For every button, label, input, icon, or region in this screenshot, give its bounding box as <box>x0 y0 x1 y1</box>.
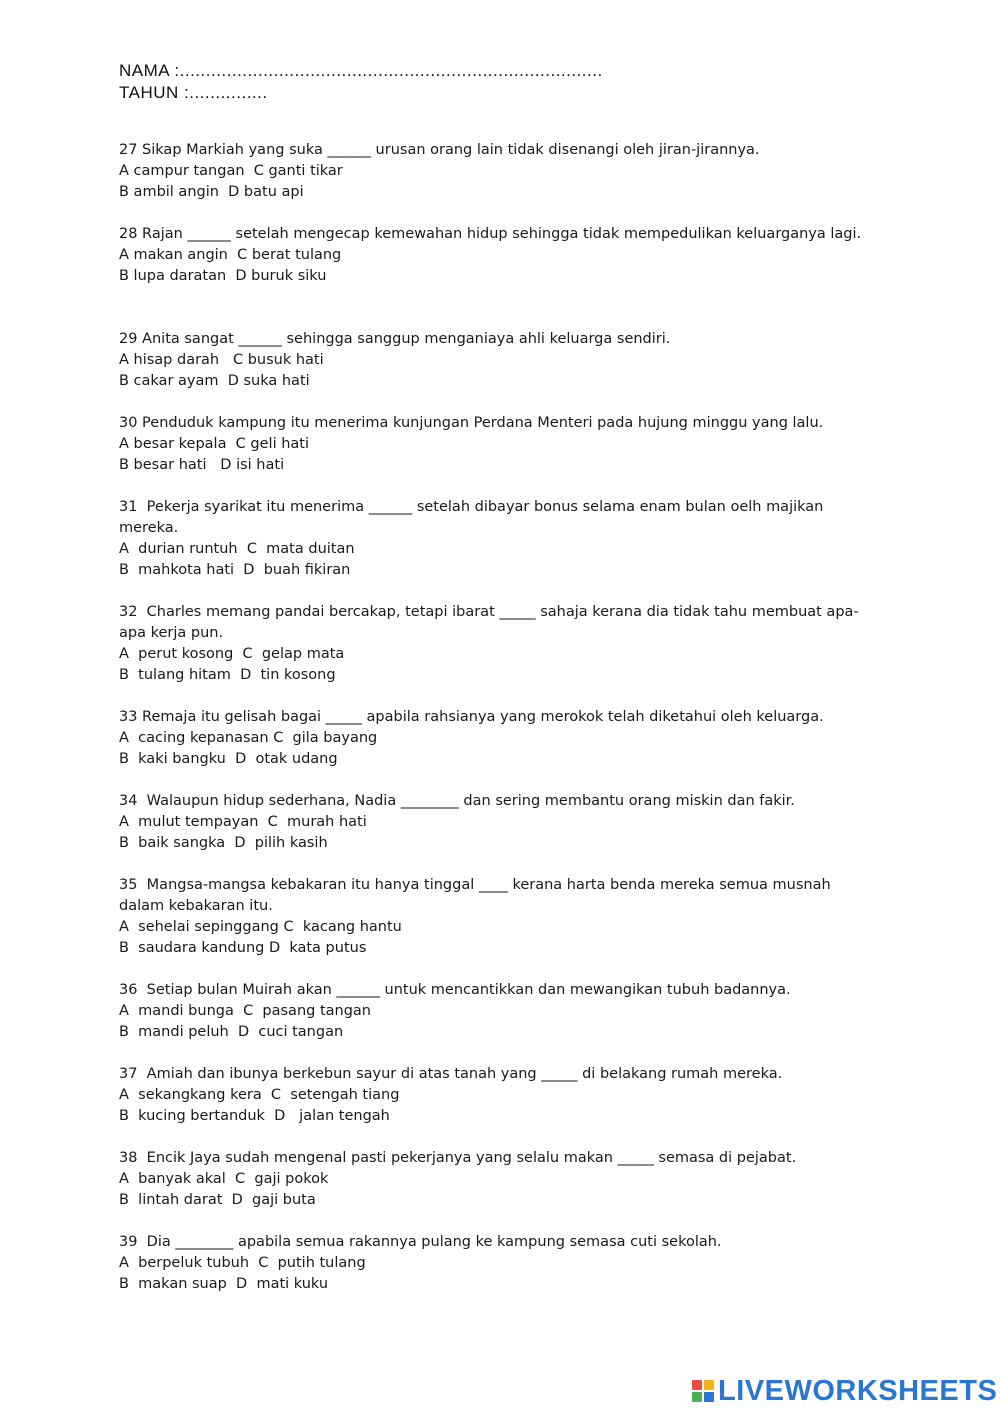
question-36 <box>119 980 879 1064</box>
question-33 <box>119 707 879 791</box>
question-29 <box>119 329 879 413</box>
question-28 <box>119 224 879 329</box>
logo-square-icon <box>704 1392 714 1402</box>
question-text: 28 Rajan ______ setelah mengecap kemewahan hidup sehingga tidak mempedulikan keluarganya lagi. <box>119 226 862 242</box>
options-line-ac: A campur tangan C ganti tikar <box>119 163 343 179</box>
year-field-label: TAHUN :............... <box>119 83 268 102</box>
options-line-bd: B lintah darat D gaji buta <box>119 1192 316 1208</box>
options-line-ac: A sehelai sepinggang C kacang hantu <box>119 919 402 935</box>
options-line-bd: B besar hati D isi hati <box>119 457 285 473</box>
question-text: 29 Anita sangat ______ sehingga sanggup menganiaya ahli keluarga sendiri. <box>119 331 671 347</box>
question-text: 27 Sikap Markiah yang suka ______ urusan orang lain tidak disenangi oleh jiran-jirannya. <box>119 142 760 158</box>
options-line-ac: A cacing kepanasan C gila bayang <box>119 730 378 746</box>
options-line-bd: B tulang hitam D tin kosong <box>119 667 336 683</box>
brand-name: LIVEWORKSHEETS <box>718 1375 998 1407</box>
question-text: 39 Dia ________ apabila semua rakannya pulang ke kampung semasa cuti sekolah. <box>119 1234 722 1250</box>
options-line-bd: B lupa daratan D buruk siku <box>119 268 327 284</box>
question-text: 33 Remaja itu gelisah bagai _____ apabila rahsianya yang merokok telah diketahui oleh keluarga. <box>119 709 824 725</box>
logo-square-icon <box>704 1380 714 1390</box>
options-line-bd: B mandi peluh D cuci tangan <box>119 1024 344 1040</box>
question-text: 32 Charles memang pandai bercakap, tetapi ibarat _____ sahaja kerana dia tidak tahu membuat apa-apa kerja pun. <box>119 604 859 641</box>
question-text: 34 Walaupun hidup sederhana, Nadia ________ dan sering membantu orang miskin dan fakir. <box>119 793 795 809</box>
options-line-ac: A mandi bunga C pasang tangan <box>119 1003 371 1019</box>
options-line-ac: A hisap darah C busuk hati <box>119 352 324 368</box>
question-38 <box>119 1148 879 1232</box>
question-31 <box>119 497 879 602</box>
options-line-bd: B kucing bertanduk D jalan tengah <box>119 1108 390 1124</box>
question-list <box>119 140 879 1316</box>
question-32 <box>119 602 879 707</box>
options-line-ac: A berpeluk tubuh C putih tulang <box>119 1255 366 1271</box>
question-39 <box>119 1232 879 1316</box>
options-line-bd: B ambil angin D batu api <box>119 184 304 200</box>
options-line-bd: B saudara kandung D kata putus <box>119 940 367 956</box>
question-34 <box>119 791 879 875</box>
options-line-ac: A perut kosong C gelap mata <box>119 646 345 662</box>
question-text: 35 Mangsa-mangsa kebakaran itu hanya tinggal ____ kerana harta benda mereka semua musnah dalam kebakaran itu. <box>119 877 836 914</box>
question-35 <box>119 875 879 980</box>
options-line-ac: A banyak akal C gaji pokok <box>119 1171 329 1187</box>
logo-square-icon <box>692 1392 702 1402</box>
question-text: 37 Amiah dan ibunya berkebun sayur di atas tanah yang _____ di belakang rumah mereka. <box>119 1066 783 1082</box>
options-line-bd: B kaki bangku D otak udang <box>119 751 338 767</box>
options-line-ac: A mulut tempayan C murah hati <box>119 814 367 830</box>
logo-square-icon <box>692 1380 702 1390</box>
options-line-ac: A makan angin C berat tulang <box>119 247 342 263</box>
options-line-bd: B mahkota hati D buah fikiran <box>119 562 351 578</box>
question-text: 30 Penduduk kampung itu menerima kunjungan Perdana Menteri pada hujung minggu yang lalu. <box>119 415 824 431</box>
options-line-bd: B makan suap D mati kuku <box>119 1276 329 1292</box>
name-field-label: NAMA :................................................................................. <box>119 61 603 80</box>
question-37 <box>119 1064 879 1148</box>
options-line-ac: A durian runtuh C mata duitan <box>119 541 355 557</box>
options-line-ac: A besar kepala C geli hati <box>119 436 310 452</box>
options-line-bd: B cakar ayam D suka hati <box>119 373 310 389</box>
question-27 <box>119 140 879 224</box>
question-text: 36 Setiap bulan Muirah akan ______ untuk mencantikkan dan mewangikan tubuh badannya. <box>119 982 791 998</box>
options-line-bd: B baik sangka D pilih kasih <box>119 835 328 851</box>
liveworksheets-logo[interactable] <box>692 1374 997 1408</box>
question-text: 31 Pekerja syarikat itu menerima ______ setelah dibayar bonus selama enam bulan oelh majikan mereka. <box>119 499 828 536</box>
options-line-ac: A sekangkang kera C setengah tiang <box>119 1087 400 1103</box>
question-30 <box>119 413 879 497</box>
liveworksheets-logo-icon <box>692 1380 714 1402</box>
question-text: 38 Encik Jaya sudah mengenal pasti pekerjanya yang selalu makan _____ semasa di pejabat. <box>119 1150 797 1166</box>
